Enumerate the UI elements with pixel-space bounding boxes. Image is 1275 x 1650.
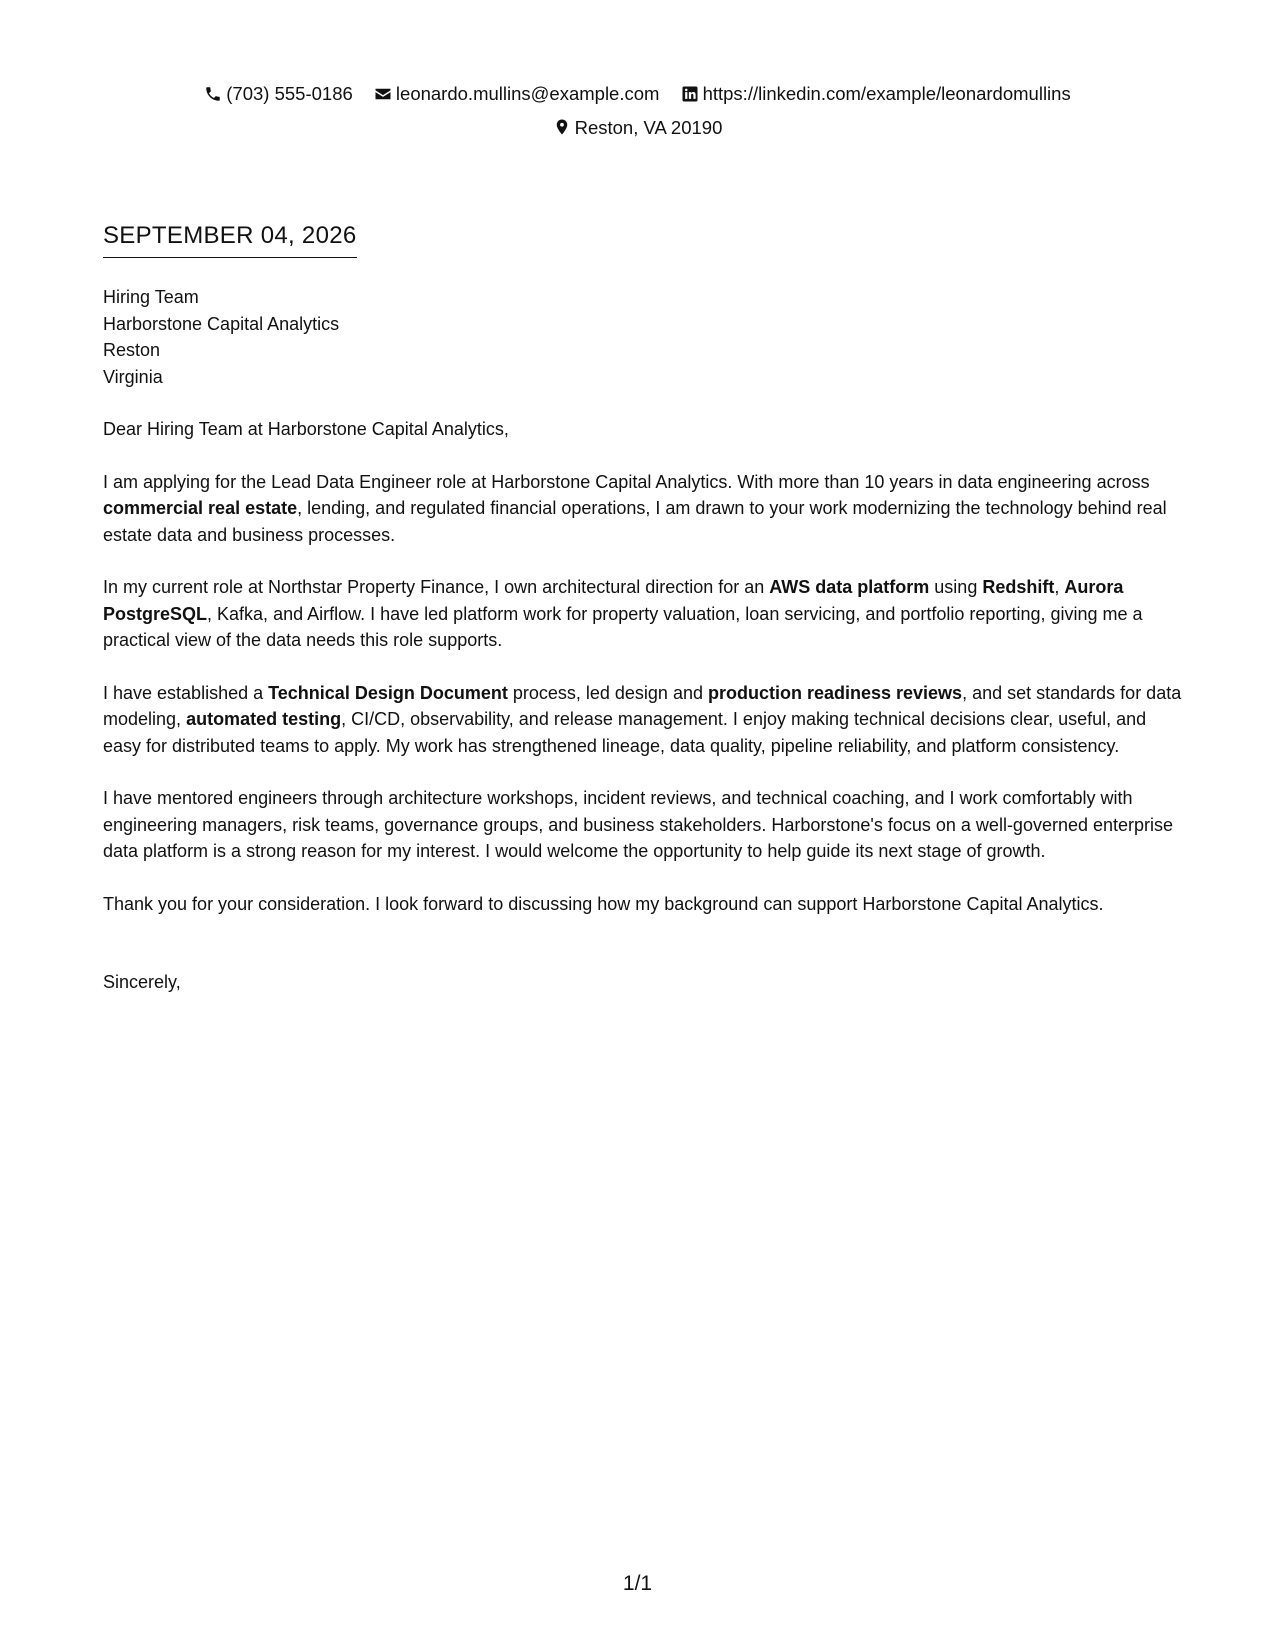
salutation: Dear Hiring Team at Harborstone Capital Analytics,: [103, 419, 509, 439]
paragraph-2: [103, 574, 1183, 654]
text-segment: , CI/CD, observability, and release management. I enjoy making technical decisions clear, useful, and easy for distributed teams to apply. My work has strengthened lineage, data quality, pipeline reliability, and platform consistency.: [103, 709, 1147, 756]
text-segment: In my current role at Northstar Property Finance, I own architectural direction for an: [103, 577, 770, 597]
letter-date: SEPTEMBER 04, 2026: [103, 222, 357, 258]
contact-location: [553, 112, 723, 143]
page-number: 1/1: [622, 1572, 653, 1595]
bold-segment: Technical Design Document: [268, 682, 508, 703]
phone-icon: [204, 85, 222, 103]
bold-segment: automated testing: [186, 709, 342, 729]
bold-segment: AWS data platform: [769, 577, 930, 597]
recipient-line: Harborstone Capital Analytics: [103, 313, 340, 334]
linkedin-text[interactable]: https://linkedin.com/example/leonardomullins: [702, 83, 1071, 104]
recipient-block: [103, 284, 1183, 390]
bold-segment: production readiness reviews: [707, 682, 963, 703]
bold-segment: Redshift: [982, 577, 1055, 597]
phone-text: (703) 555-0186: [226, 83, 353, 104]
recipient-line: Virginia: [103, 366, 163, 387]
paragraph-4: I have mentored engineers through architecture workshops, incident reviews, and technical coaching, and I work comfortably with engineering managers, risk teams, governance groups, and business stakeholders. Harborstone's focus on a well-governed enterprise data platform is a strong reason for my interest. I would welcome the opportunity to help guide its next stage of growth.: [103, 788, 1174, 861]
recipient-line: Hiring Team: [103, 287, 199, 307]
envelope-icon: [374, 85, 392, 103]
paragraph-1: [103, 469, 1183, 549]
text-segment: process, led design and: [507, 682, 708, 703]
location-text: Reston, VA 20190: [574, 116, 723, 138]
contact-phone: [204, 78, 353, 109]
bold-segment: Aurora PostgreSQL: [103, 577, 1124, 624]
letter-body: [103, 284, 1183, 996]
closing: Sincerely,: [103, 972, 181, 992]
paragraph-3: [103, 680, 1183, 760]
email-text[interactable]: leonardo.mullins@example.com: [395, 83, 660, 104]
text-segment: , Kafka, and Airflow. I have led platform work for property valuation, loan servicing, and portfolio reporting, giving me a practical view of the data needs this role supports.: [103, 603, 1143, 650]
contact-header: [0, 78, 1275, 145]
paragraph-5: Thank you for your consideration. I look forward to discussing how my background can support Harborstone Capital Analytics.: [103, 893, 1104, 914]
text-segment: I am applying for the Lead Data Engineer role at Harborstone Capital Analytics. With more than 10 years in data engineering across: [103, 471, 1150, 492]
map-marker-icon: [553, 118, 571, 136]
date-block: [103, 222, 357, 258]
contact-email[interactable]: [374, 78, 660, 109]
recipient-line: Reston: [103, 340, 161, 360]
text-segment: , and set standards for data modeling,: [103, 682, 1182, 729]
linkedin-icon: [681, 85, 699, 103]
text-segment: , lending, and regulated financial operations, I am drawn to your work modernizing the technology behind real estate data and business processes.: [103, 498, 1167, 545]
contact-linkedin[interactable]: [681, 78, 1071, 109]
text-segment: I have established a: [103, 682, 269, 703]
text-segment: ,: [1054, 577, 1065, 597]
bold-segment: commercial real estate: [103, 498, 298, 518]
text-segment: using: [929, 577, 983, 597]
